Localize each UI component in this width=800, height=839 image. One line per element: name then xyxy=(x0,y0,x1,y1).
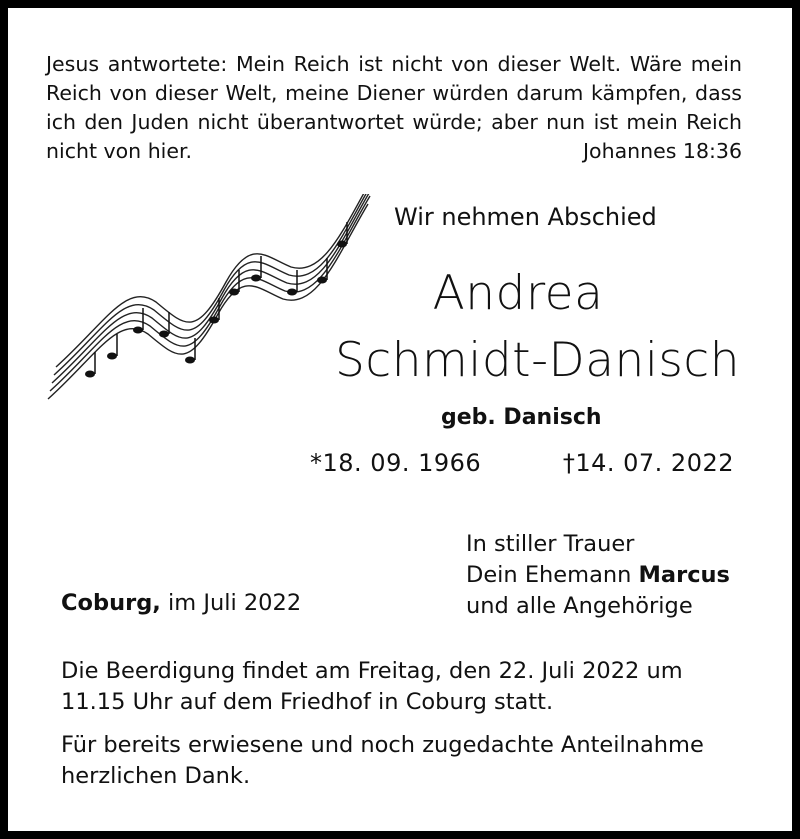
place-date xyxy=(61,590,301,616)
funeral-info: Die Beerdigung findet am Freitag, den 22. Juli 2022 um 11.15 Uhr auf dem Friedhof in Coburg statt. xyxy=(61,658,683,715)
farewell-intro: Wir nehmen Abschied xyxy=(394,203,657,231)
thanks-note: Für bereits erwiesene und noch zugedachte Anteilnahme herzlichen Dank. xyxy=(61,732,704,789)
mourners-line-2 xyxy=(466,560,730,591)
mourners-prefix: Dein Ehemann xyxy=(466,562,639,588)
birth-date: *18. 09. 1966 xyxy=(310,449,482,477)
obituary-card xyxy=(8,8,792,831)
mourners-line-1: In stiller Trauer xyxy=(466,531,635,557)
death-date: †14. 07. 2022 xyxy=(562,449,734,477)
city: Coburg, xyxy=(61,590,161,616)
bible-verse xyxy=(46,50,742,166)
mourners-block xyxy=(466,529,730,622)
verse-reference: Johannes 18:36 xyxy=(582,139,742,163)
maiden-name: geb. Danisch xyxy=(441,405,602,430)
first-name: Andrea xyxy=(432,266,604,321)
place-date-text: im Juli 2022 xyxy=(160,590,302,616)
husband-name: Marcus xyxy=(638,562,730,588)
mourners-line-3: und alle Angehörige xyxy=(466,593,693,619)
verse-text: Jesus antwortete: Mein Reich ist nicht von dieser Welt. Wäre mein Reich von dieser Welt, meine Diener würden darum kämpfen, dass ich den Juden nicht überantwortet würde; aber nun ist mein Reich nicht von hier. xyxy=(46,52,742,163)
last-name: Schmidt-Danisch xyxy=(335,333,740,388)
